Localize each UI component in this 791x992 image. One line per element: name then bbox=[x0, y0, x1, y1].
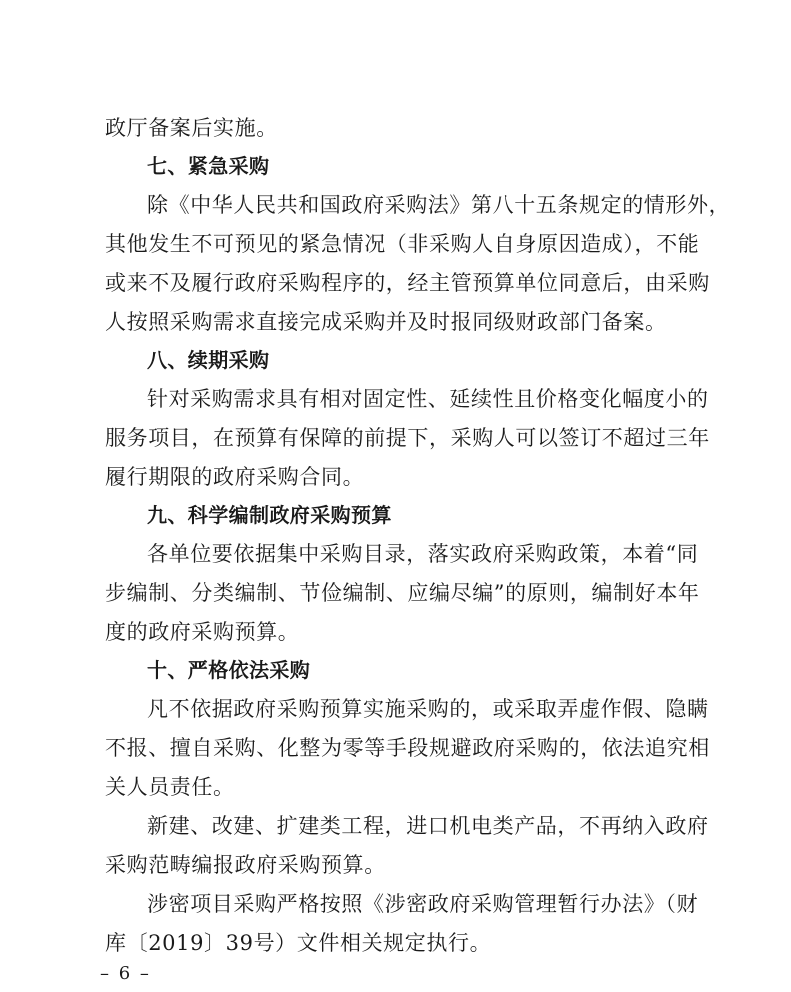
text-line: 针对采购需求具有相对固定性、延续性且价格变化幅度小的 bbox=[147, 387, 709, 411]
text-line: 服务项目，在预算有保障的前提下，采购人可以签订不超过三年 bbox=[105, 426, 710, 450]
text-line: 除《中华人民共和国政府采购法》第八十五条规定的情形外， bbox=[147, 193, 731, 217]
section-heading-renewal-procurement: 八、续期采购 bbox=[147, 348, 270, 372]
text-line: 履行期限的政府采购合同。 bbox=[105, 465, 365, 489]
section-heading-legal-procurement: 十、严格依法采购 bbox=[147, 658, 311, 682]
text-line: 采购范畴编报政府采购预算。 bbox=[105, 853, 386, 877]
text-line: 人按照采购需求直接完成采购并及时报同级财政部门备案。 bbox=[105, 310, 667, 334]
text-line: 或来不及履行政府采购程序的，经主管预算单位同意后，由采购 bbox=[105, 271, 710, 295]
text-line: 政厅备案后实施。 bbox=[105, 116, 278, 140]
text-line: 涉密项目采购严格按照《涉密政府采购管理暂行办法》（财 bbox=[147, 892, 699, 916]
text-line: 不报、擅自采购、化整为零等手段规避政府采购的，依法追究相 bbox=[105, 736, 710, 760]
text-line: 度的政府采购预算。 bbox=[105, 620, 300, 644]
text-line: 各单位要依据集中采购目录，落实政府采购政策，本着“同 bbox=[147, 542, 699, 566]
text-line: 其他发生不可预见的紧急情况（非采购人自身原因造成），不能 bbox=[105, 232, 700, 256]
section-heading-budget: 九、科学编制政府采购预算 bbox=[147, 503, 392, 527]
text-line: 凡不依据政府采购预算实施采购的，或采取弄虚作假、隐瞒 bbox=[147, 697, 709, 721]
text-line: 关人员责任。 bbox=[105, 775, 235, 799]
text-line: 新建、改建、扩建类工程，进口机电类产品，不再纳入政府 bbox=[147, 814, 709, 838]
text-line: 库〔2019〕39号）文件相关规定执行。 bbox=[105, 931, 492, 955]
section-heading-emergency-procurement: 七、紧急采购 bbox=[147, 154, 270, 178]
page-number: – 6 – bbox=[100, 963, 151, 984]
text-line: 步编制、分类编制、节俭编制、应编尽编”的原则，编制好本年 bbox=[105, 581, 700, 605]
